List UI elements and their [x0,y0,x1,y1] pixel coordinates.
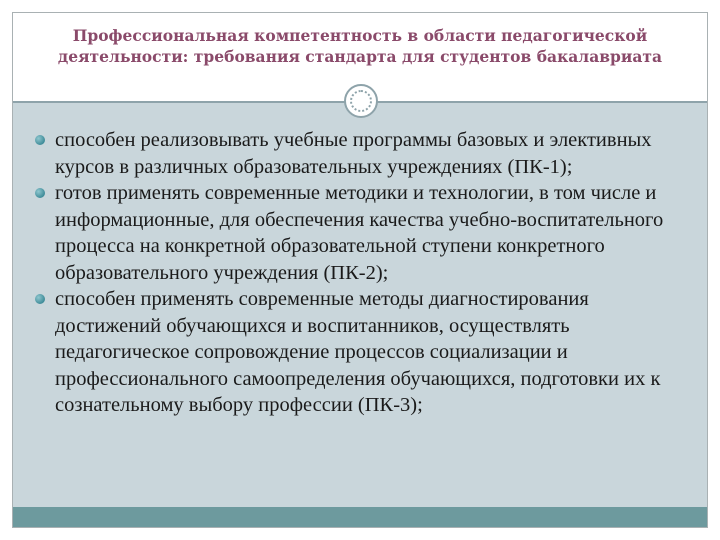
bottom-band [13,507,707,527]
bullet-icon [35,188,45,198]
list-item-text: способен применять современные методы диагностирования достижений обучающихся и воспитанников, осуществлять педагогическое сопровождение процессов социализации и профессионального самоопределения обучающихся, подготовки их к сознательному выбору профессии (ПК-3); [55,288,661,416]
slide-title-line-1: Профессиональная компетентность в области педагогической [72,26,648,45]
list-item-text: готов применять современные методики и технологии, в том числе и информационные, для обеспечения качества учебно-воспитательного процесса на конкретной образовательной ступени конкретного образовательного учреждения (ПК-2); [55,182,664,284]
circle-ornament-icon [344,84,378,118]
list-item-text: способен реализовывать учебные программы базовых и элективных курсов в различных образовательных учреждениях (ПК-1); [55,129,652,178]
list-item [35,127,695,180]
bullet-icon [35,135,45,145]
bullet-list [35,127,695,419]
slide-title [13,25,707,67]
bullet-icon [35,294,45,304]
list-item [35,286,695,419]
content-area [13,101,707,507]
list-item [35,180,695,286]
slide [12,12,708,528]
slide-title-line-2: деятельности: требования стандарта для студентов бакалавриата [57,47,663,66]
